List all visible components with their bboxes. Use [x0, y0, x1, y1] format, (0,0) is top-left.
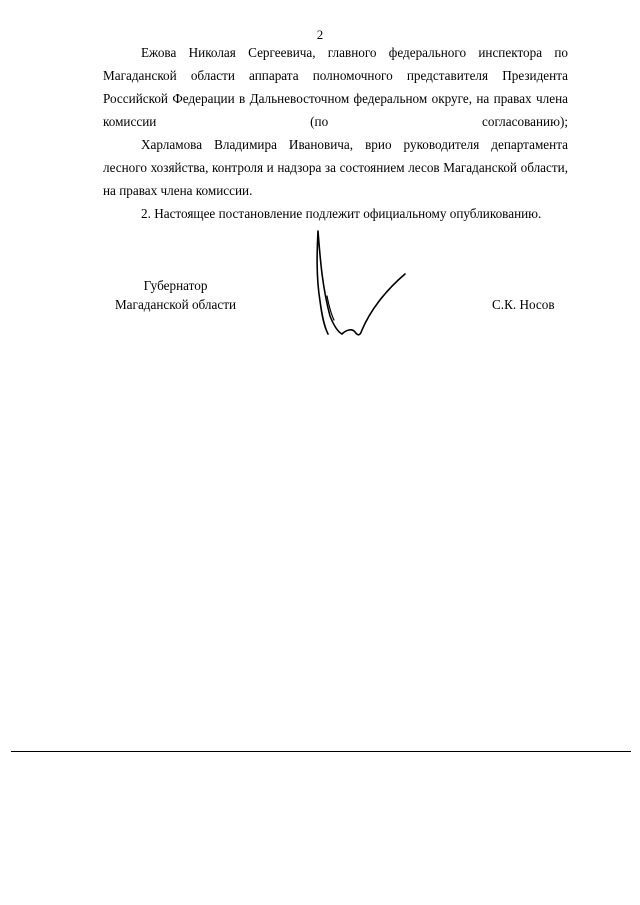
footer-divider [11, 751, 631, 752]
paragraph-member-kharlamov: Харламова Владимира Ивановича, врио руководителя департамента лесного хозяйства, контроля и надзора за состоянием лесов Магаданской области, на правах члена комиссии. [103, 137, 568, 198]
paragraph-publication-clause: 2. Настоящее постановление подлежит официальному опубликованию. [141, 206, 542, 221]
signer-name: С.К. Носов [492, 297, 555, 312]
page-number: 2 [316, 27, 324, 42]
signer-position [103, 276, 248, 314]
paragraph-member-ezhov: Ежова Николая Сергеевича, главного федерального инспектора по Магаданской области аппарата полномочного представителя Президента Российской Федерации в Дальневосточном федеральном округе, на правах члена комиссии (по согласованию); [103, 45, 568, 129]
signer-position-line2: Магаданской области [114, 297, 237, 312]
signer-position-line1: Губернатор [143, 278, 208, 293]
signature-block [0, 276, 640, 356]
handwritten-signature [300, 226, 420, 346]
